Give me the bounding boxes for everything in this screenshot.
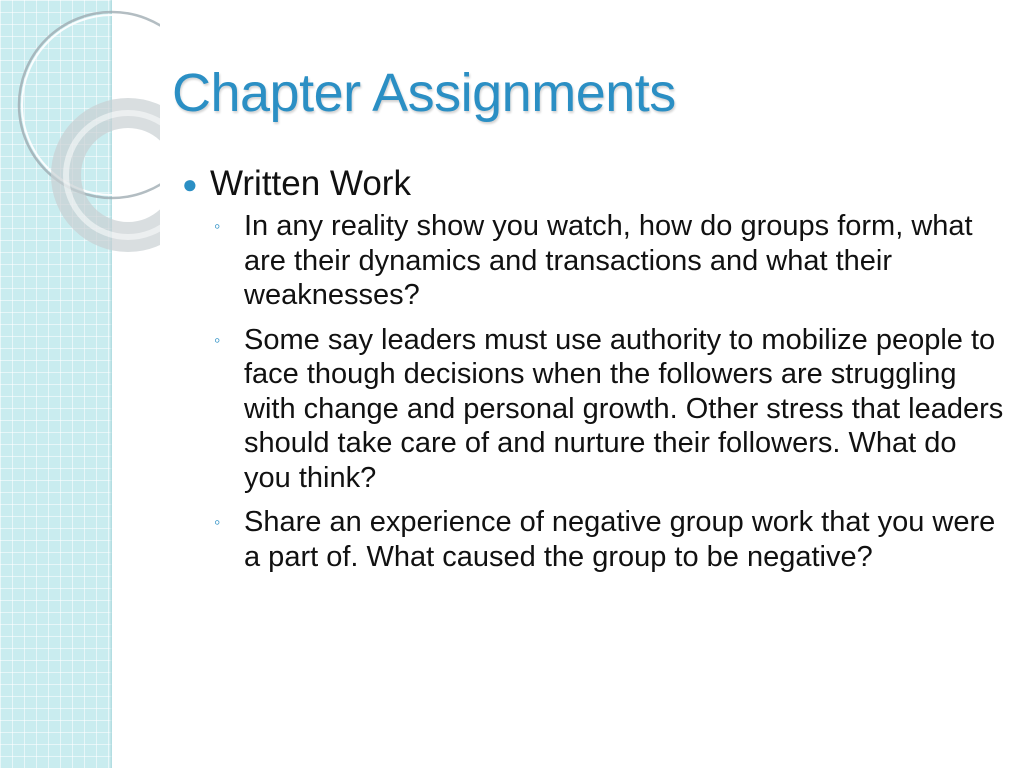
filled-dot-icon: ●	[182, 169, 198, 199]
bullet-text: Written Work	[210, 164, 411, 203]
hollow-circle-icon: ◦	[214, 216, 221, 236]
sub-bullet-text: In any reality show you watch, how do groups form, what are their dynamics and transactions and what their weaknesses?	[244, 210, 973, 311]
sub-bullet-item	[180, 209, 1010, 313]
decorative-rings-icon	[0, 0, 160, 260]
sub-bullet-list	[180, 209, 1010, 574]
sub-bullet-item	[180, 323, 1010, 496]
hollow-circle-icon: ◦	[214, 329, 221, 350]
bullet-item	[180, 163, 1010, 205]
sub-bullet-item	[180, 505, 1010, 574]
slide-content	[180, 163, 1010, 584]
sub-bullet-text: Some say leaders must use authority to mobilize people to face though decisions when the followers are struggling with change and personal growth. Other stress that leaders should take care of and nurture their followers. What do you think?	[244, 323, 1004, 494]
slide-title: Chapter Assignments	[172, 63, 676, 123]
hollow-circle-icon: ◦	[214, 512, 221, 532]
sub-bullet-text: Share an experience of negative group work that you were a part of. What caused the group to be negative?	[244, 506, 996, 573]
